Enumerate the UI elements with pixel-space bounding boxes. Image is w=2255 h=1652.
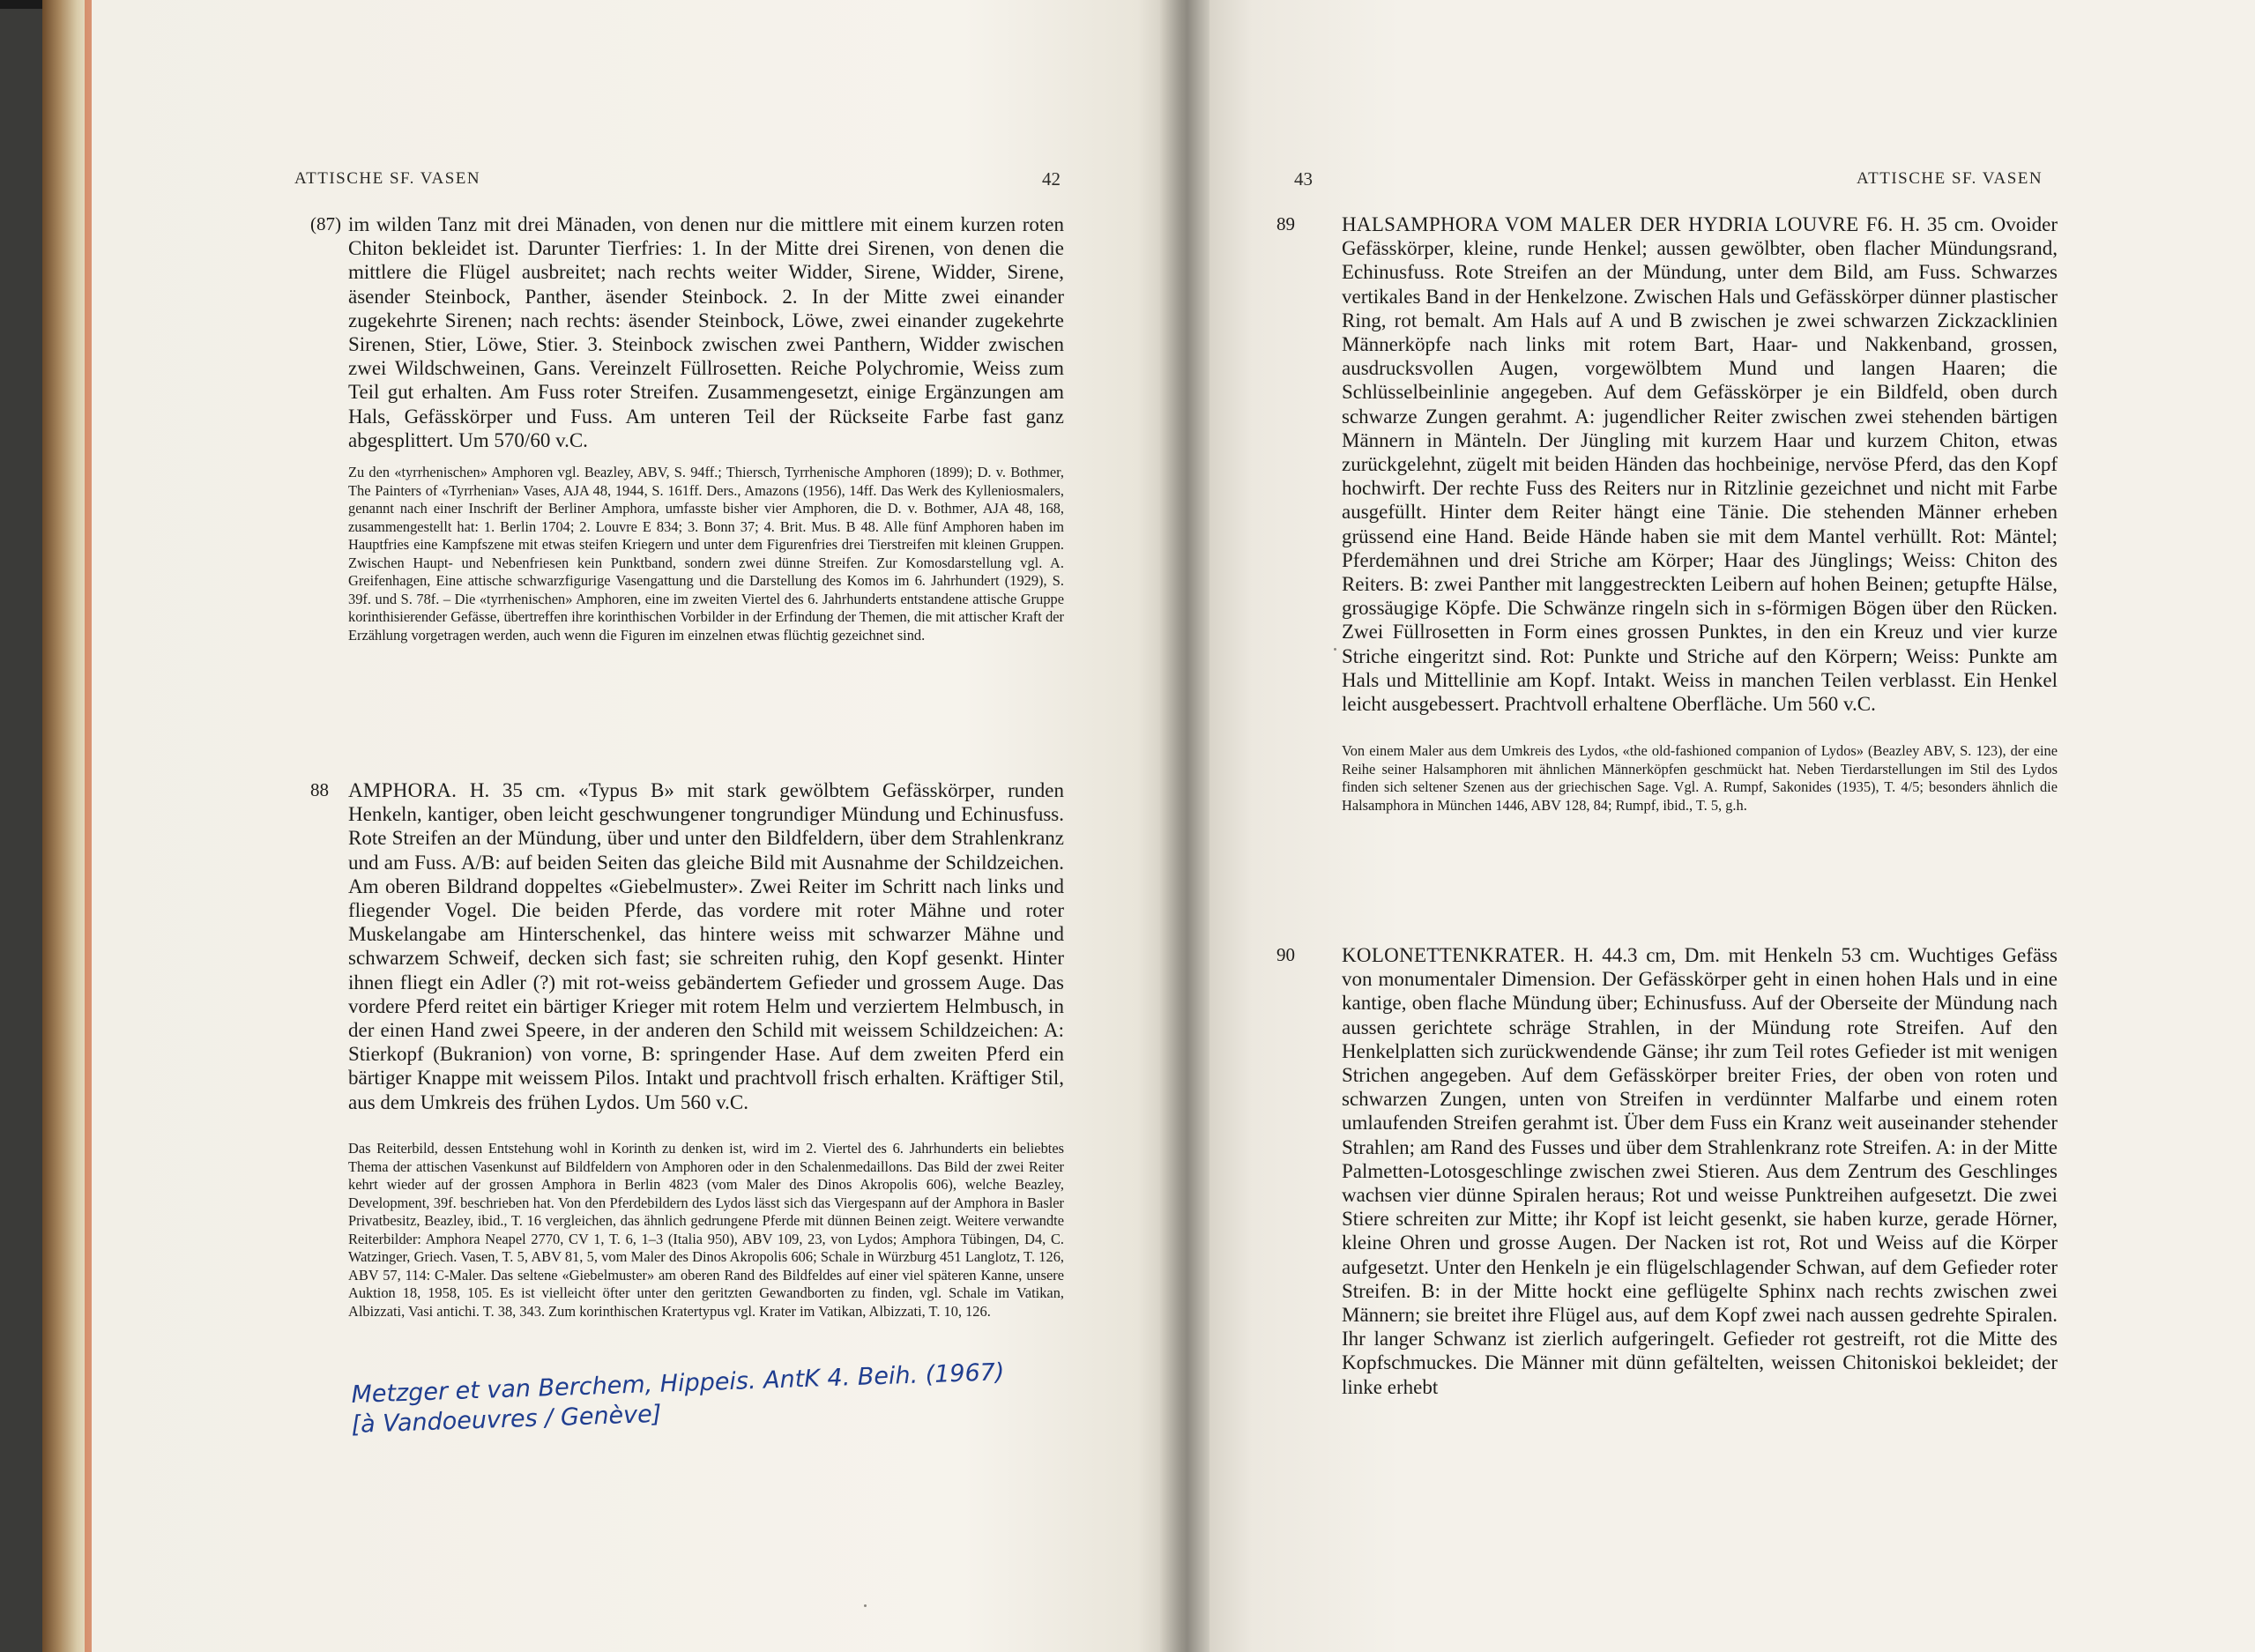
entry-87-note: Zu den «tyrrhenischen» Amphoren vgl. Beazley, ABV, S. 94ff.; Thiersch, Tyrrhenische Amphoren (1899); D. v. Bothmer, The Painters of «Tyrrhenian» Vases, AJA 48, 1944, S. 161ff. Ders., Amazons (1956), 14ff. Das Werk des Kylleniosmalers, genannt nach einer Inschrift der Berliner Amphora, umfasste bisher vier Amphoren, die D. v. Bothmer, AJA 48, 168, zusammengestellt hat: 1. Berlin 1704; 2. Louvre E 834; 3. Bonn 37; 4. Brit. Mus. B 48. Alle fünf Amphoren haben im Hauptfries eine Kampfszene mit etwas steifen Kriegern und unter dem Figurenfries drei Tierstreifen mit kleinen Gruppen. Zwischen Haupt- und Nebenfriesen kein Punktband, sondern zwei dünne Streifen. Zur Komosdarstellung vgl. A. Greifenhagen, Eine attische schwarzfigurige Vasengattung und die Darstellung des Komos im 6. Jahrhundert (1929), S. 39f. und S. 78f. – Die «tyrrhenischen» Amphoren, eine im zweiten Viertel des 6. Jahrhunderts entstandene attische Gruppe korinthisierender Gefässe, übertreffen ihre korinthischen Vorbilder in der Erfindung der Themen, die mit attischer Kraft der Erzählung vorgetragen werden, auch wenn die Figuren im einzelnen etwas flüchtig gezeichnet sind. bbox=[348, 464, 1064, 644]
book-gutter bbox=[1160, 0, 1209, 1652]
entry-number: 88 bbox=[310, 779, 329, 800]
entry-title: AMPHORA. bbox=[348, 779, 458, 801]
left-running-head: ATTISCHE SF. VASEN bbox=[294, 169, 481, 188]
entry-title: KOLONETTENKRATER. bbox=[1342, 944, 1566, 966]
paper-speck bbox=[864, 1604, 867, 1607]
entry-text: im wilden Tanz mit drei Mänaden, von denen nur die mittlere mit einem kurzen roten Chiton bekleidet ist. Darunter Tierfries: 1. In der Mitte drei Sirenen, von denen die mittlere die Flügel ausbreitet; nach rechts weiter Widder, Sirene, Widder, Sirene, äsender Steinbock, Panther, äsender Steinbock. 2. In der Mitte zwei einander zugekehrte Sirenen; nach rechts: äsender Steinbock, Löwe, zwei einander zugekehrte Sirenen, Stier, Löwe, Stier. 3. Steinbock zwischen zwei Panthern, Widder zwischen zwei Wildschweinen, Gans. Vereinzelt Füllrosetten. Reiche Polychromie, Weiss zum Teil gut erhalten. Am Fuss roter Streifen. Zusammengesetzt, einige Ergänzungen am Hals, Gefässkörper und Fuss. Am unteren Teil der Rückseite Farbe fast ganz abgesplittert. Um 570/60 v.C. bbox=[348, 213, 1064, 451]
left-page-number: 42 bbox=[1042, 168, 1061, 190]
entry-title: HALSAMPHORA VOM MALER DER HYDRIA LOUVRE F6. bbox=[1342, 213, 1894, 235]
right-running-head: ATTISCHE SF. VASEN bbox=[1857, 169, 2043, 188]
entry-number: 89 bbox=[1276, 213, 1295, 234]
entry-text: H. 35 cm. «Typus B» mit stark gewölbtem Gefässkörper, runden Henkeln, kantiger, oben leicht geschwungener tongrundiger Mündung und Echinusfuss. Rote Streifen an der Mündung, über und unter den Bildfeldern, über dem Strahlenkranz und am Fuss. A/B: auf beiden Seiten das gleiche Bild mit Ausnahme der Schildzeichen. Am oberen Bildrand doppeltes «Giebelmuster». Zwei Reiter im Schritt nach links und fliegender Vogel. Die beiden Pferde, das vordere mit roter Mähne und roter Muskelangabe am Hinterschenkel, das hintere weiss mit schwarzer Mähne und schwarzem Schweif, decken sich fast; sie schreiten ruhig, den Kopf gesenkt. Hinter ihnen fliegt ein Adler (?) mit rot-weiss gebändertem Gefieder und grossem Auge. Das vordere Pferd reitet ein bärtiger Krieger mit rotem Helm und verziertem Helmbusch, in der einen Hand zwei Speere, in der anderen den Schild mit weissem Schildzeichen: A: Stierkopf (Bukranion) von vorne, B: springender Hase. Auf dem zweiten Pferd ein bärtiger Knappe mit weissem Pilos. Intakt und prachtvoll frisch erhalten. Kräftiger Stil, aus dem Umkreis des frühen Lydos. Um 560 v.C. bbox=[348, 779, 1064, 1113]
page-edges bbox=[42, 0, 92, 1652]
handwritten-annotation-line-1: Metzger et van Berchem, Hippeis. AntK 4. Beih. (1967) bbox=[351, 1358, 1005, 1409]
entry-90 bbox=[1276, 943, 2058, 1399]
entry-87-continued bbox=[310, 212, 1064, 452]
entry-text: H. 44.3 cm, Dm. mit Henkeln 53 cm. Wuchtiges Gefäss von monumentaler Dimension. Der Gefässkörper geht in einen hohen Hals und in eine kantige, oben flache Mündung über; Echinusfuss. Auf der Oberseite der Mündung nach aussen gerichtete schräge Strahlen, in der Mündung rote Streifen. Auf den Henkelplatten sich zurückwendende Gänse; ihr zum Teil rotes Gefieder ist mit wenigen Strichen angegeben. Auf dem Gefässkörper breiter Fries, der oben von roten und schwarzen Zungen, unten von Streifen in verdünnter Malfarbe und einem roten umlaufenden Streifen gerahmt ist. Über dem Fuss ein Kranz weit auseinander stehender Strahlen; am Rand des Fusses und über dem Strahlenkranz rote Streifen. A: in der Mitte Palmetten-Lotosgeschlinge zwischen zwei Stieren. Aus dem Zentrum des Geschlinges wachsen vier dünne Spiralen heraus; Rot und weisse Punktreihen aufgesetzt. Die zwei Stiere schreiten zur Mitte; ihr Kopf ist leicht gesenkt, sie haben kurze, gerade Hörner, kleine Ohren und grosse Augen. Der Nacken ist rot, Rot und Weiss auf die Körper aufgesetzt. Unter den Henkeln je ein flügelschlagender Schwan, auf dem Gefieder roter Streifen. B: in der Mitte hockt eine geflügelte Sphinx nach rechts zwischen zwei Männern; sie breitet ihre Flügel aus, auf dem Kopf zwei nach aussen gedrehte Spiralen. Ihr langer Schwanz ist zierlich aufgeringelt. Gefieder rot gestreift, rot die Mitte des Kopfschmuckes. Die Männer mit dünn gefältelten, weissen Chitoniskoi bekleidet; der linke erhebt bbox=[1342, 944, 2058, 1398]
handwritten-annotation-line-2: [à Vandoeuvres / Genève] bbox=[351, 1400, 662, 1439]
entry-88 bbox=[310, 778, 1064, 1114]
entry-89 bbox=[1276, 212, 2058, 716]
right-page-number: 43 bbox=[1294, 168, 1313, 190]
paper-speck bbox=[1334, 648, 1336, 651]
entry-text: H. 35 cm. Ovoider Gefässkörper, kleine, runde Henkel; aussen gewölbter, oben flacher Mündungsrand, Echinusfuss. Rote Streifen an der Mündung, unter dem Bild, am Fuss. Schwarzes vertikales Band in der Henkelzone. Zwischen Hals und Gefässkörper dünner plastischer Ring, rot bemalt. Am Hals auf A und B zwischen je zwei schwarzen Zickzacklinien Männerköpfe nach links mit rotem Bart, Haar- und Nakkenband, grossen, ausdrucksvollen Augen, vorgewölbtem Mund und langen Haaren; die Schlüsselbeinlinie angegeben. Auf dem Gefässkörper je ein Bildfeld, oben durch schwarze Zungen gerahmt. A: jugendlicher Reiter zwischen zwei stehenden bärtigen Männern in Mänteln. Der Jüngling mit kurzem Haar und kurzem Chiton, etwas zurückgelehnt, zügelt mit beiden Händen das hochbeinige, nervöse Pferd, das den Kopf hochwirft. Der rechte Fuss des Reiters nur in Ritzlinie gezeichnet und nicht mit Farbe ausgefüllt. Hinter dem Reiter hängt eine Tänie. Die stehenden Männer erheben grüssend eine Hand. Beide Hände haben sie mit dem Mantel verhüllt. Rot: Mäntel; Pferdemähnen und drei Striche am Körper; Haar des Jünglings; Weiss: Chiton des Reiters. B: zwei Panther mit langgestreckten Leibern auf hohen Beinen; getupfte Hälse, grossäugige Köpfe. Die Schwänze ringeln sich in s-förmigen Bögen über den Rücken. Zwei Füllrosetten in Form eines grossen Punktes, in den ein Kreuz und vier kurze Striche eingeritzt sind. Rot: Punkte und Striche auf den Körpern; Weiss: Punkte am Hals und Mittellinie am Kopf. Intakt. Weiss in manchen Teilen verblasst. Ein Henkel leicht ausgebessert. Prachtvoll erhaltene Oberfläche. Um 560 v.C. bbox=[1342, 213, 2058, 716]
entry-number: 90 bbox=[1276, 944, 1295, 965]
entry-number: (87) bbox=[310, 213, 341, 234]
entry-88-note: Das Reiterbild, dessen Entstehung wohl in Korinth zu denken ist, wird im 2. Viertel des 6. Jahrhunderts ein beliebtes Thema der attischen Vasenkunst auf Bildfeldern von Amphoren oder in den Schalenmedaillons. Das Bild der zwei Reiter kehrt wieder auf der grossen Amphora in Berlin 4823 (vom Maler des Dinos Akropolis 606), welche Beazley, Development, 39f. beschrieben hat. Von den Pferdebildern des Lydos lässt sich das Viergespann auf der Amphora in Basler Privatbesitz, Beazley, ibid., T. 16 vergleichen, das ähnlich gedrungene Pferde mit dünnen Beinen zeigt. Weitere verwandte Reiterbilder: Amphora Neapel 2770, CV 1, T. 6, 1–3 (Italia 950), ABV 109, 23, von Lydos; Amphora Tübingen, D4, C. Watzinger, Griech. Vasen, T. 5, ABV 81, 5, vom Maler des Dinos Akropolis 606; Schale in Würzburg 451 Langlotz, T. 126, ABV 57, 114: C-Maler. Das seltene «Giebelmuster» am oberen Rand des Bildfeldes auf einer viel späteren Kanne, unsere Auktion 18, 1958, 105. Es ist vielleicht öfter unter den geritzten Gewandborten zu finden, vgl. Schale im Vatikan, Albizzati, Vasi antichi. T. 38, 343. Zum korinthischen Kratertypus vgl. Krater im Vatikan, Albizzati, T. 10, 126. bbox=[348, 1140, 1064, 1320]
entry-89-note: Von einem Maler aus dem Umkreis des Lydos, «the old-fashioned companion of Lydos» (Beazley ABV, S. 123), der eine Reihe seiner Halsamphoren mit ähnlichen Männerköpfen geschmückt hat. Neben Tierdarstellungen im Stil des Lydos finden sich seltener Szenen aus der griechischen Sage. Vgl. A. Rumpf, Sakonides (1935), T. 4/5; besonders ähnlich die Halsamphora in München 1446, ABV 128, 84; Rumpf, ibid., T. 5, g.h. bbox=[1342, 742, 2058, 814]
